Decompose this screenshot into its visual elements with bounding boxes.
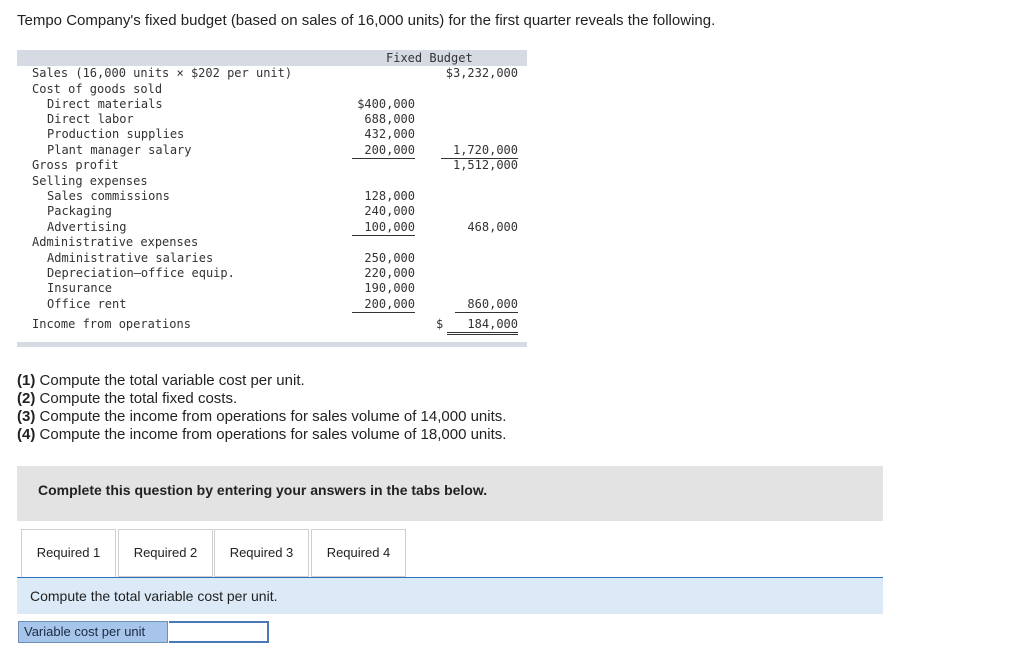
row-total: 860,000 — [455, 296, 518, 313]
table-row — [17, 296, 527, 312]
row-total: $3,232,000 — [445, 66, 518, 80]
row-total: 1,720,000 — [441, 142, 518, 159]
row-amount: $400,000 — [357, 97, 415, 111]
row-amount: 200,000 — [352, 142, 415, 159]
question-item: (4) Compute the income from operations for sales volume of 18,000 units. — [17, 426, 507, 443]
variable-cost-per-unit-input[interactable] — [169, 621, 269, 643]
table-row — [17, 126, 527, 142]
row-label: Administrative salaries — [47, 251, 214, 265]
table-row — [17, 111, 527, 127]
row-label: Sales commissions — [47, 189, 170, 203]
row-label: Insurance — [47, 281, 113, 295]
question-item: (2) Compute the total fixed costs. — [17, 390, 238, 407]
table-row — [17, 81, 527, 97]
table-row — [17, 203, 527, 219]
table-row — [17, 219, 527, 235]
table-row — [17, 65, 527, 81]
row-label: Cost of goods sold — [32, 82, 163, 96]
table-footer-bar — [17, 342, 527, 347]
row-total: 468,000 — [467, 220, 518, 234]
dollar-sign: $ — [436, 317, 444, 331]
problem-intro: Tempo Company's fixed budget (based on sales of 16,000 units) for the first quarter reveals the following. — [17, 12, 716, 29]
answer-label: Variable cost per unit — [18, 621, 168, 643]
row-amount: 128,000 — [364, 189, 415, 203]
question-list — [17, 372, 506, 444]
table-row — [17, 173, 527, 189]
row-label: Direct materials — [47, 97, 163, 111]
table-row — [17, 96, 527, 112]
row-label: Office rent — [47, 297, 127, 311]
row-label: Depreciation—office equip. — [47, 266, 235, 280]
row-label: Packaging — [47, 204, 113, 218]
row-amount: 688,000 — [364, 112, 415, 126]
row-label: Gross profit — [32, 158, 119, 172]
row-amount: 190,000 — [364, 281, 415, 295]
row-label: Production supplies — [47, 127, 185, 141]
panel-instruction: Compute the total variable cost per unit. — [30, 588, 278, 604]
banner-text: Complete this question by entering your answers in the tabs below. — [38, 482, 488, 498]
table-row — [17, 316, 527, 332]
table-row — [17, 142, 527, 158]
row-amount: 250,000 — [364, 251, 415, 265]
question-item: (3) Compute the income from operations for sales volume of 14,000 units. — [17, 408, 507, 425]
row-label: Sales (16,000 units × $202 per unit) — [32, 66, 293, 80]
tab-required-1[interactable]: Required 1 — [21, 529, 116, 578]
table-row — [17, 157, 527, 173]
row-total: 184,000 — [447, 316, 518, 335]
row-label: Direct labor — [47, 112, 134, 126]
row-label: Plant manager salary — [47, 143, 192, 157]
instruction-banner — [17, 466, 883, 521]
table-row — [17, 250, 527, 266]
tab-required-3[interactable]: Required 3 — [214, 529, 309, 577]
row-amount: 240,000 — [364, 204, 415, 218]
tab-required-4[interactable]: Required 4 — [311, 529, 406, 577]
question-item: (1) Compute the total variable cost per unit. — [17, 372, 305, 389]
row-label: Administrative expenses — [32, 235, 199, 249]
row-label: Selling expenses — [32, 174, 148, 188]
tab-required-2[interactable]: Required 2 — [118, 529, 213, 577]
fixed-budget-table — [17, 50, 527, 348]
row-label: Advertising — [47, 220, 127, 234]
table-row — [17, 265, 527, 281]
row-amount: 220,000 — [364, 266, 415, 280]
row-amount: 432,000 — [364, 127, 415, 141]
tab-panel-header — [17, 578, 883, 614]
table-row — [17, 280, 527, 296]
row-amount: 100,000 — [352, 219, 415, 236]
row-amount: 200,000 — [352, 296, 415, 313]
row-total: 1,512,000 — [452, 158, 518, 172]
table-row — [17, 234, 527, 250]
column-header-fixed-budget: Fixed Budget — [386, 51, 473, 65]
table-row — [17, 188, 527, 204]
row-label: Income from operations — [32, 317, 191, 331]
